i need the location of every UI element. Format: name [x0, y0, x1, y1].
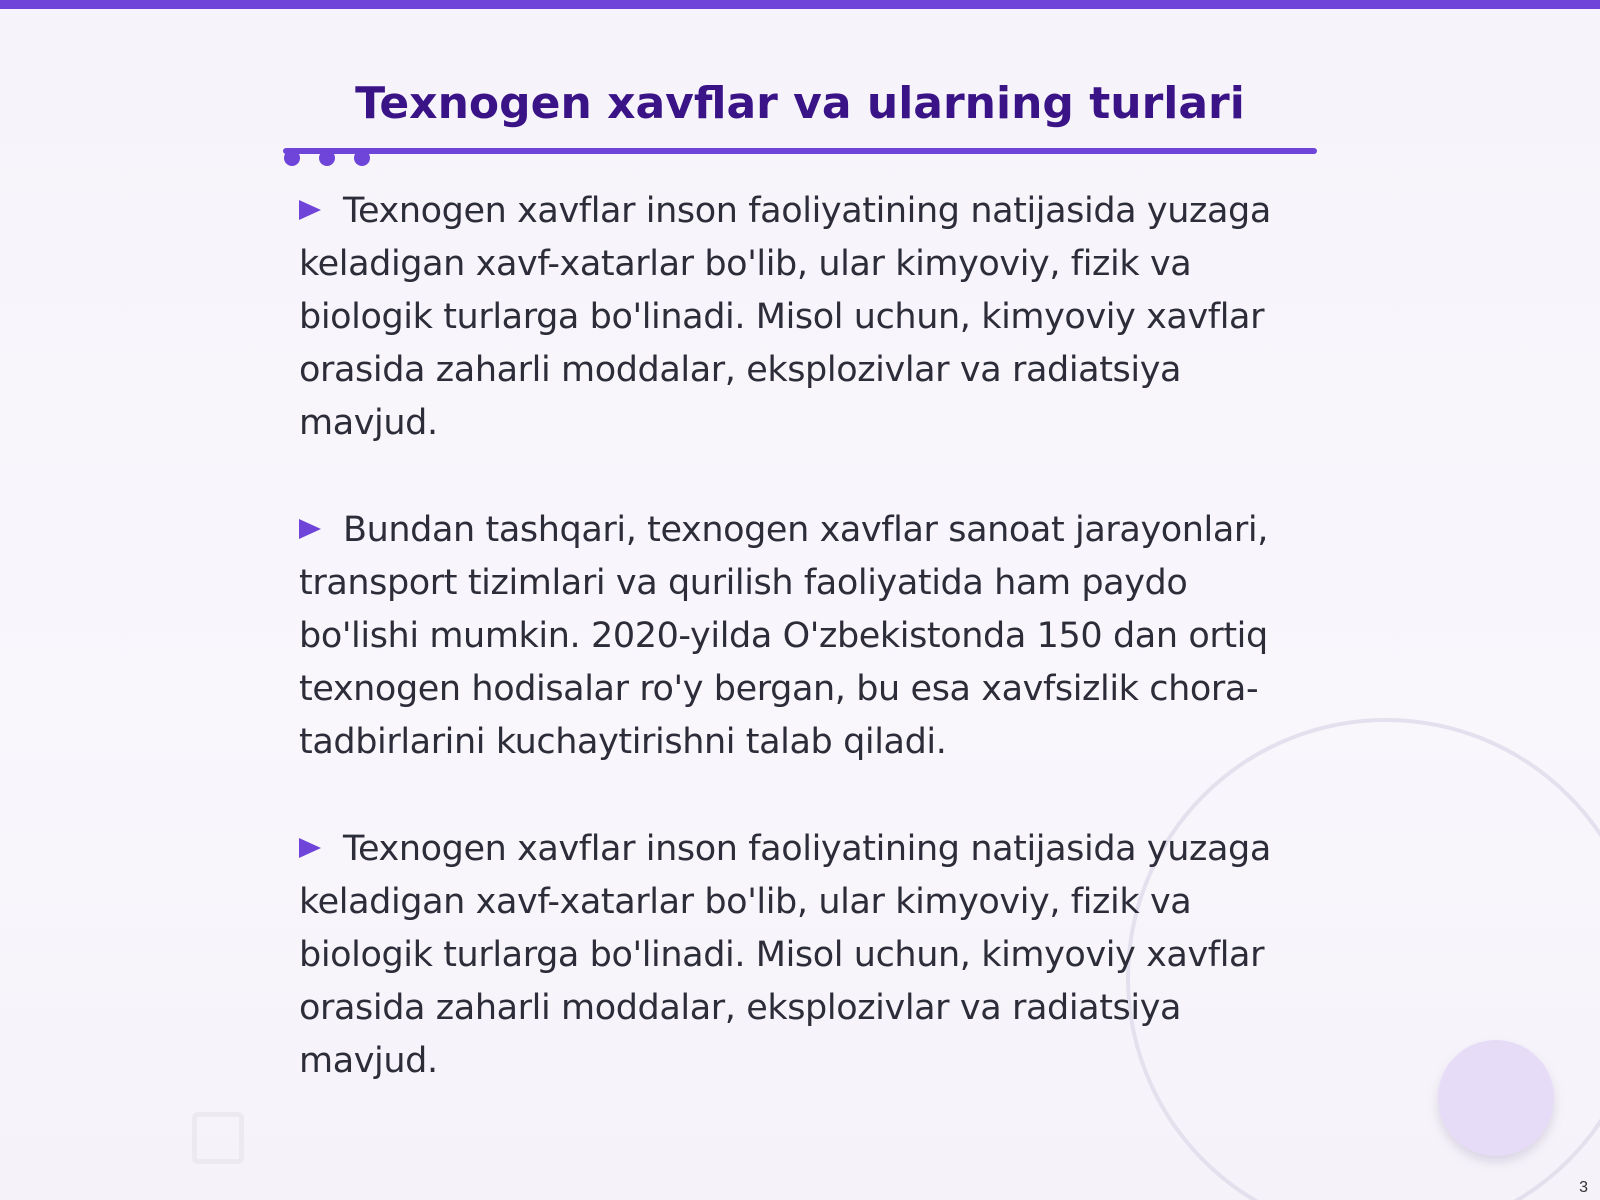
decorative-square	[192, 1112, 244, 1164]
triangle-right-icon	[299, 519, 321, 539]
bullet-item	[299, 504, 1309, 769]
bullet-text: Texnogen xavflar inson faoliyatining natijasida yuzaga keladigan xavf-xatarlar bo'lib, ular kimyoviy, fizik va biologik turlarga bo'linadi. Misol uchun, kimyoviy xavflar orasida zaharli moddalar, eksplozivlar va radiatsiya mavjud.	[299, 829, 1271, 1081]
bullet-text: Bundan tashqari, texnogen xavflar sanoat jarayonlari, transport tizimlari va qurilish faoliyatida ham paydo bo'lishi mumkin. 2020-yilda O'zbekistonda 150 dan ortiq texnogen hodisalar ro'y bergan, bu esa xavfsizlik chora-tadbirlarini kuchaytirishni talab qiladi.	[299, 510, 1268, 762]
bullet-text: Texnogen xavflar inson faoliyatining natijasida yuzaga keladigan xavf-xatarlar bo'lib, ular kimyoviy, fizik va biologik turlarga bo'linadi. Misol uchun, kimyoviy xavflar orasida zaharli moddalar, eksplozivlar va radiatsiya mavjud.	[299, 191, 1271, 443]
top-accent-bar	[0, 0, 1600, 9]
triangle-right-icon	[299, 838, 321, 858]
title-underline	[283, 148, 1317, 154]
decorative-dot	[354, 150, 370, 166]
decorative-dot	[284, 150, 300, 166]
triangle-right-icon	[299, 200, 321, 220]
slide-title: Texnogen xavflar va ularning turlari	[355, 78, 1245, 129]
bullet-item	[299, 185, 1309, 450]
bullet-item	[299, 823, 1309, 1088]
decorative-circle	[1438, 1040, 1554, 1156]
page-number: 3	[1579, 1179, 1588, 1196]
bullet-list	[299, 185, 1309, 1142]
decorative-dot	[319, 150, 335, 166]
